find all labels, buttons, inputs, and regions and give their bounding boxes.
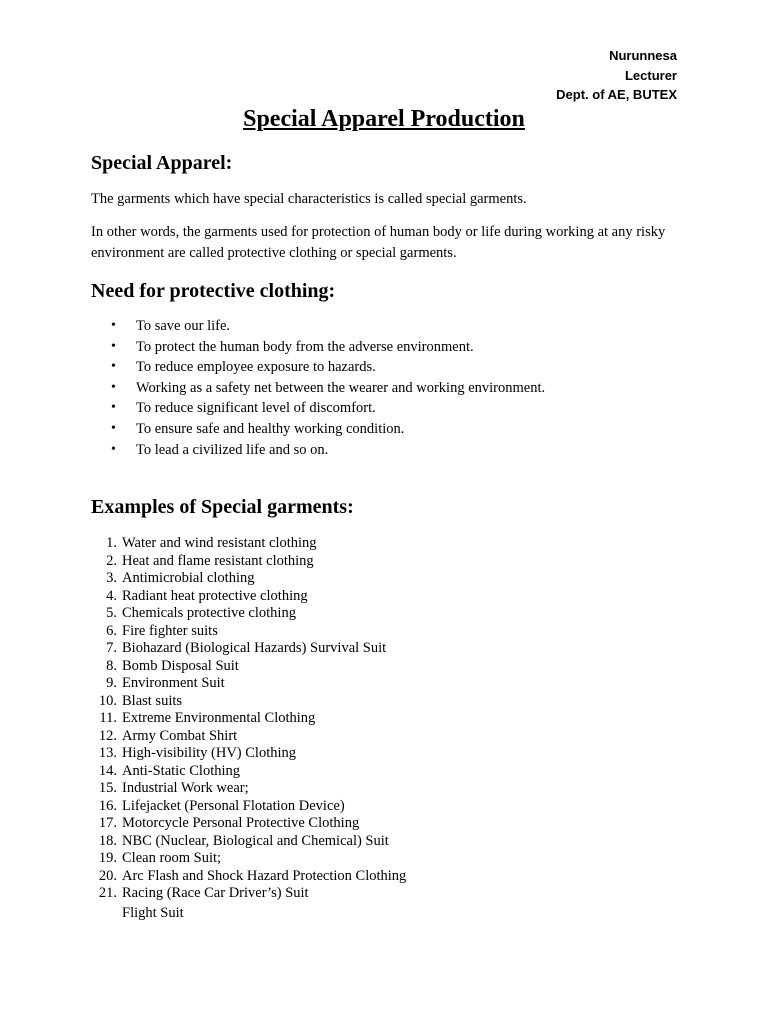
author-title: Lecturer [624, 67, 677, 83]
example-list-item [91, 815, 406, 833]
example-list-item [91, 693, 406, 711]
example-list-item [91, 553, 406, 571]
example-list-item [91, 623, 406, 641]
bullet-marker: • [111, 441, 116, 457]
example-item-number: 11. [99, 710, 117, 726]
example-list-item [91, 605, 406, 623]
need-heading: Need for protective clothing: [91, 280, 336, 302]
examples-numbered-list [91, 535, 406, 903]
example-item-text: Lifejacket (Personal Flotation Device) [122, 797, 345, 814]
example-list-item [91, 675, 406, 693]
need-list-item [91, 357, 545, 378]
example-item-number: 20. [98, 867, 117, 884]
example-list-item [91, 728, 406, 746]
example-item-text: Racing (Race Car Driver’s) Suit [122, 885, 309, 901]
example-item-number: 13. [98, 745, 117, 761]
other-words-paragraph: In other words, the garments used for protection of human body or life during working at any risky environment are called protective clothing or special garments. [91, 224, 666, 261]
example-item-text: Army Combat Shirt [122, 727, 238, 744]
example-item-text: Water and wind resistant clothing [122, 535, 317, 551]
example-item-text: Antimicrobial clothing [122, 570, 255, 586]
example-item-number: 14. [98, 762, 117, 779]
example-item-number: 17. [98, 815, 117, 831]
author-department: Dept. of AE, BUTEX [556, 87, 677, 102]
need-list-item-text: To reduce employee exposure to hazards. [136, 359, 376, 376]
list-continuation-line: Flight Suit [122, 905, 184, 921]
example-list-item [91, 798, 406, 816]
example-item-text: Extreme Environmental Clothing [122, 710, 316, 726]
example-item-text: Industrial Work wear; [122, 780, 249, 796]
need-list-item [91, 378, 545, 399]
example-item-text: Radiant heat protective clothing [122, 587, 308, 604]
author-block [556, 46, 677, 105]
example-item-number: 1. [106, 535, 117, 551]
special-apparel-heading: Special Apparel: [91, 152, 233, 174]
example-item-text: High-visibility (HV) Clothing [122, 745, 296, 761]
example-item-number: 16. [98, 797, 117, 814]
bullet-marker: • [111, 338, 116, 354]
example-item-number: 21. [98, 885, 117, 901]
need-list-item [91, 419, 545, 440]
example-list-item [91, 780, 406, 798]
bullet-marker: • [111, 359, 116, 375]
example-item-text: Biohazard (Biological Hazards) Survival Suit [122, 640, 387, 656]
need-list-item-text: To ensure safe and healthy working condition. [136, 420, 405, 437]
example-list-item [91, 588, 406, 606]
need-list-item-text: To reduce significant level of discomfort. [136, 400, 376, 417]
example-item-number: 7. [106, 640, 117, 656]
example-list-item [91, 833, 406, 851]
bullet-marker: • [111, 400, 116, 416]
example-list-item [91, 850, 406, 868]
author-name: Nurunnesa [609, 48, 677, 63]
example-item-text: Chemicals protective clothing [122, 605, 296, 621]
example-item-text: Bomb Disposal Suit [122, 657, 239, 674]
bullet-marker: • [111, 318, 116, 333]
need-list-item [91, 440, 545, 461]
need-list-item-text: To protect the human body from the adverse environment. [136, 338, 474, 355]
example-item-number: 4. [106, 587, 117, 604]
example-item-number: 8. [106, 657, 117, 674]
example-item-number: 12. [98, 727, 117, 744]
example-item-number: 19. [98, 850, 117, 866]
example-list-item [91, 885, 406, 903]
need-bullet-list [91, 316, 545, 460]
need-list-item-text: To save our life. [136, 318, 231, 334]
example-list-item [91, 710, 406, 728]
example-item-text: Environment Suit [122, 675, 225, 691]
need-list-item-text: To lead a civilized life and so on. [136, 441, 329, 458]
example-list-item [91, 640, 406, 658]
document-title: Special Apparel Production [243, 106, 525, 132]
need-list-item-text: Working as a safety net between the wearer and working environment. [136, 379, 546, 396]
example-item-text: Arc Flash and Shock Hazard Protection Clothing [122, 867, 407, 884]
example-item-text: Clean room Suit; [122, 850, 222, 866]
definition-paragraph: The garments which have special characteristics is called special garments. [91, 191, 527, 207]
example-item-number: 18. [98, 832, 117, 849]
bullet-marker: • [111, 420, 116, 436]
example-list-item [91, 745, 406, 763]
bullet-marker: • [111, 379, 116, 395]
example-item-number: 5. [106, 605, 117, 621]
need-list-item [91, 398, 545, 419]
example-item-number: 10. [98, 692, 117, 709]
example-item-text: Motorcycle Personal Protective Clothing [122, 815, 360, 831]
example-item-number: 9. [106, 675, 117, 691]
example-list-item [91, 535, 406, 553]
need-list-item [91, 337, 545, 358]
need-list-item [91, 316, 545, 337]
examples-heading: Examples of Special garments: [91, 496, 354, 518]
example-list-item [91, 658, 406, 676]
example-list-item [91, 763, 406, 781]
example-item-text: Blast suits [122, 692, 183, 709]
example-item-text: Heat and flame resistant clothing [122, 552, 314, 569]
example-list-item [91, 868, 406, 886]
example-item-text: Anti-Static Clothing [122, 762, 241, 779]
example-item-number: 6. [106, 622, 117, 639]
example-list-item [91, 570, 406, 588]
example-item-text: Fire fighter suits [122, 622, 218, 639]
example-item-number: 3. [106, 570, 117, 586]
example-item-number: 2. [106, 552, 117, 569]
example-item-text: NBC (Nuclear, Biological and Chemical) Suit [122, 832, 389, 849]
example-item-number: 15. [98, 780, 117, 796]
